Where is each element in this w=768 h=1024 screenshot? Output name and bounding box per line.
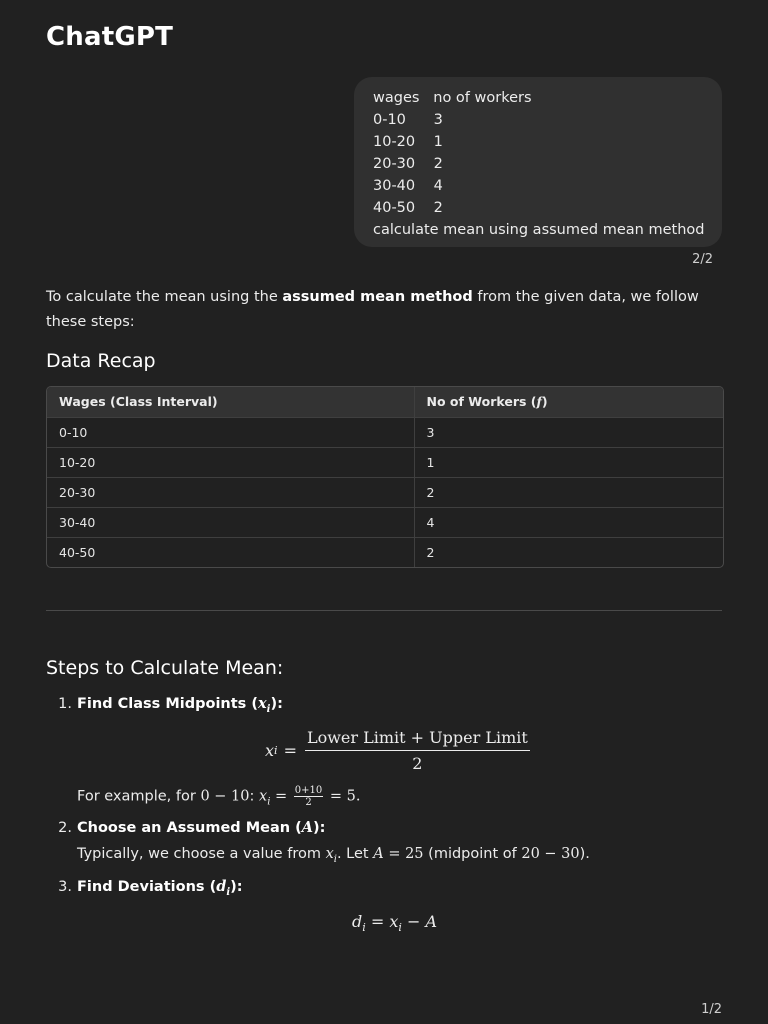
- step-3-title: 3. Find Deviations $(d_i)$:: [77, 876, 243, 904]
- table-header-row: [47, 387, 723, 417]
- response-variant-counter[interactable]: 2/2: [692, 252, 713, 267]
- table-cell: 2: [426, 544, 435, 560]
- user-message-line: 40-50 2: [373, 200, 443, 216]
- intro-text: To calculate the mean using the: [46, 289, 283, 305]
- data-table: [46, 386, 724, 568]
- table-cell: 40-50: [47, 537, 414, 567]
- section-divider: [46, 610, 722, 611]
- step-2-title: 2. Choose an Assumed Mean (A):: [77, 817, 325, 839]
- response-intro: [46, 285, 722, 335]
- step-number: 1.: [58, 696, 72, 712]
- data-recap-heading: Data Recap: [46, 350, 156, 372]
- step-number: 2.: [58, 820, 72, 836]
- deviation-formula: $d_i = x_i - A$: [352, 912, 438, 935]
- midpoint-example: For example, for 0 − 10: $x_i$ = $\frac{0+10}{2}$ = 5.: [77, 785, 361, 808]
- table-cell: 3: [414, 417, 723, 447]
- table-header-wages: Wages (Class Interval): [47, 387, 414, 417]
- table-row: [47, 447, 723, 477]
- step-2-text: Typically, we choose a value from $x_i$. Let A = 25 (midpoint of 20 − 30).: [77, 846, 590, 865]
- intro-bold: assumed mean method: [282, 289, 473, 305]
- table-cell: 4: [414, 507, 723, 537]
- table-cell: 10-20: [47, 447, 414, 477]
- intro-text-end: from the given data, we follow these steps:: [46, 289, 699, 330]
- table-row: [47, 477, 723, 507]
- user-message-line: calculate mean using assumed mean method: [373, 222, 705, 238]
- user-message-line: 20-30 2: [373, 156, 443, 172]
- table-header-workers: No of Workers (f): [414, 387, 723, 417]
- table-cell: 1: [414, 447, 723, 477]
- table-row: [47, 537, 723, 567]
- table-cell: 30-40: [47, 507, 414, 537]
- user-message-bubble: [354, 77, 722, 247]
- table-cell: 0-10: [47, 417, 414, 447]
- table-row: [47, 507, 723, 537]
- table-cell: 2: [414, 477, 723, 507]
- table-cell: 20-30: [47, 477, 414, 507]
- page-counter: 1/2: [701, 1002, 722, 1017]
- steps-heading: Steps to Calculate Mean:: [46, 657, 284, 679]
- user-message-line: 0-10 3: [373, 112, 443, 128]
- user-message-line: 30-40 4: [373, 178, 443, 194]
- user-message-line: wages no of workers: [373, 90, 532, 106]
- step-1-title: 1. Find Class Midpoints $(x_i)$:: [77, 693, 283, 721]
- midpoint-formula: x i = $\frac{\text{Lower Limit + Upper Limit}}{2}$: [265, 727, 528, 773]
- app-title: ChatGPT: [46, 22, 174, 52]
- formula-numerator: Lower Limit + Upper Limit: [305, 728, 530, 751]
- formula-denominator: 2: [412, 753, 423, 773]
- user-message-line: 10-20 1: [373, 134, 443, 150]
- table-row: [47, 417, 723, 447]
- step-number: 3.: [58, 879, 72, 895]
